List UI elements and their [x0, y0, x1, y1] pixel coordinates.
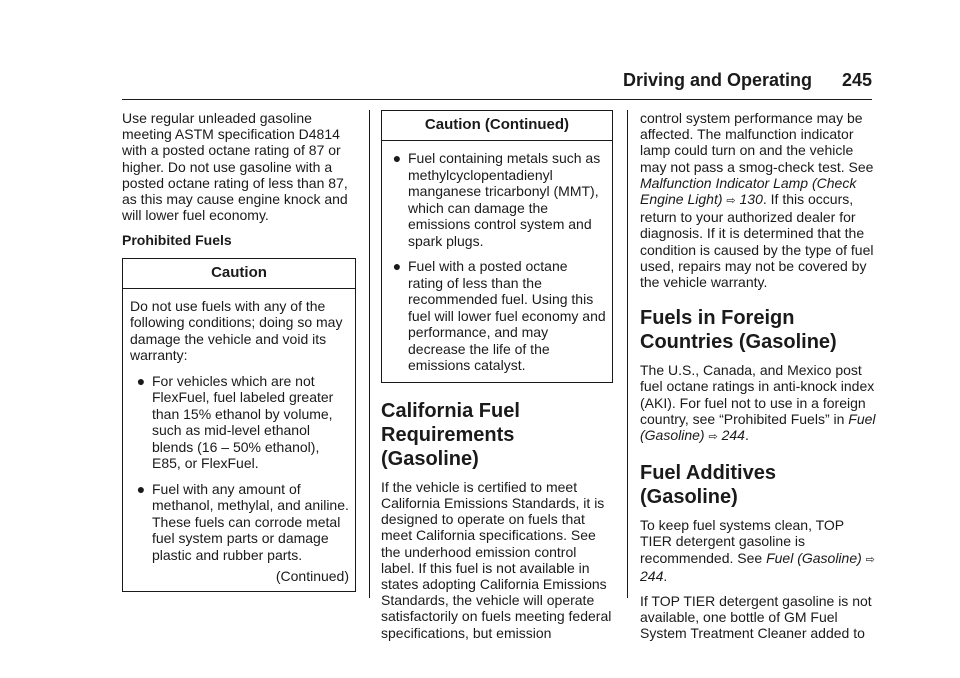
page-ref[interactable]: 244 [640, 567, 664, 584]
california-fuel-heading: California Fuel Requirements (Gasoline) [381, 399, 520, 470]
column-divider [627, 110, 628, 598]
page-ref-icon: ⇨ [865, 553, 875, 566]
page-header [0, 70, 960, 100]
top-tier-paragraph: If TOP TIER detergent gasoline is not available, one bottle of GM Fuel System Treatment Cleaner added to [640, 593, 872, 642]
caution-continued-title: Caution (Continued) [382, 111, 612, 141]
caution-title: Caution [123, 259, 355, 289]
california-fuel-paragraph: If the vehicle is certified to meet California Emissions Standards, it is designed to operate on fuels that meet California specifications. See the underhood emission control label. If this fuel is not available in states adopting California Emissions Standards, the vehicle will operate satisfactorily on fuels meeting federal specifications, but emission [381, 478, 612, 641]
caution-text: Do not use fuels with any of the following conditions; doing so may damage the vehicle and void its warranty: [130, 297, 343, 364]
section-title: Driving and Operating [622, 70, 812, 90]
bullet-item: ● Fuel with a posted octane rating of less than the recommended fuel. Using this fuel will lower fuel economy and performance, and may decrease the life of the emissions catalyst. [386, 258, 606, 374]
fuel-gasoline-link[interactable]: Fuel (Gasoline) [766, 549, 862, 566]
foreign-fuels-heading: Fuels in Foreign Countries (Gasoline) [640, 307, 837, 354]
page-ref-icon: ⇨ [726, 195, 736, 208]
emission-paragraph: control system performance may be affected. The malfunction indicator lamp could turn on and the vehicle may not pass a smog-check test. See Malfunction Indicator Lamp (Check Engine Light) ⇨ 130. If this occurs, return to your authorized dealer for diagnosis. If it is determined that the condition is caused by the type of fuel used, repairs may not be covered by the vehicle warranty. [640, 110, 874, 291]
bullet-icon: ● [392, 258, 402, 275]
page-ref[interactable]: 130 [739, 191, 763, 208]
caution-box [122, 258, 356, 592]
page-number: 245 [841, 70, 872, 90]
column-right [640, 110, 876, 651]
fuel-additives-paragraph: To keep fuel systems clean, TOP TIER detergent gasoline is recommended. See Fuel (Gasoline) ⇨ 244. [640, 517, 875, 584]
intro-paragraph: Use regular unleaded gasoline meeting ASTM specification D4814 with a posted octane rating of 87 or higher. Do not use gasoline with a posted octane rating of less than 87, as this may cause engine knock and will lower fuel economy. [122, 110, 348, 224]
column-divider [369, 110, 370, 598]
column-left [122, 110, 356, 592]
column-middle [381, 110, 613, 650]
foreign-fuels-paragraph: The U.S., Canada, and Mexico post fuel octane ratings in anti-knock index (AKI). For fuel not to use in a foreign country, see “Prohibited Fuels” in Fuel (Gasoline) ⇨ 244. [640, 362, 876, 444]
page-ref-icon: ⇨ [708, 431, 718, 444]
prohibited-fuels-subheading: Prohibited Fuels [122, 232, 232, 249]
bullet-item: ● Fuel containing metals such as methylcyclopentadienyl manganese tricarbonyl (MMT), which can damage the emissions control system and spark plugs. [386, 150, 606, 249]
continued-label: (Continued) [275, 568, 349, 585]
page-ref[interactable]: 244 [721, 427, 745, 444]
mil-link[interactable]: Malfunction Indicator Lamp (Check Engine Light) [640, 174, 857, 208]
bullet-item: ● For vehicles which are not FlexFuel, fuel labeled greater than 15% ethanol by volume, such as mid-level ethanol blends (16 – 50% ethanol), E85, or FlexFuel. [130, 373, 349, 472]
bullet-item: ● Fuel with any amount of methanol, methylal, and aniline. These fuels can corrode metal fuel system parts or damage plastic and rubber parts. [130, 481, 349, 564]
fuel-additives-heading: Fuel Additives (Gasoline) [640, 462, 776, 509]
bullet-icon: ● [136, 480, 146, 497]
bullet-icon: ● [392, 150, 402, 167]
caution-continued-box [381, 110, 613, 383]
fuel-gasoline-link[interactable]: Fuel (Gasoline) [640, 410, 876, 444]
header-rule [122, 99, 872, 100]
bullet-icon: ● [136, 372, 146, 389]
